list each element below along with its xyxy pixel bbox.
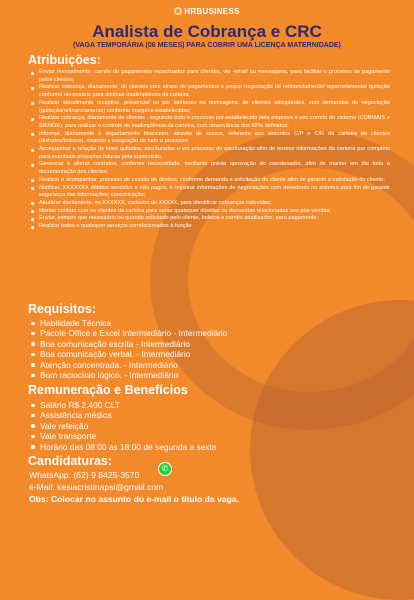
list-item: Atenção concentrada. - Intermediário (28, 360, 358, 370)
obs-note-wrapper (29, 494, 239, 504)
list-item: Vale transporte (28, 431, 358, 441)
list-item: Habilidade Técnica (28, 318, 358, 328)
whatsapp-icon: ✆ (158, 462, 172, 476)
list-item: Boa comunicação escrita - Intermediário (28, 339, 358, 349)
list-item: Realizar cobrança, diariamente, de clientes com atraso de pagamentos e propor negociação de refinanciamento/ reparcelamento/ quitação conforme necessário para diminuir inadimplência da carteira; (30, 84, 390, 99)
list-item: Salário R$ 2.400 CLT (28, 400, 358, 410)
list-item: Acompanhar a relação de lotes quitados, escriturados e em processo de escrituração afim de termos informações da carteira por completo para eventuais projeções futuras pela supervisão; (30, 146, 390, 161)
list-item: Realizar atendimento receptivo, presencial ou por telefones ou mensagens, de clientes adimplentes, com demandas de negociação (quitação/refinanciamento) conforme margens estabelecidas; (30, 100, 390, 115)
section-heading-candidaturas: Candidaturas: (28, 454, 113, 468)
list-item: Boa comunicação verbal. - Intermediário (28, 349, 358, 359)
list-item: Realizar todos e quaisquer serviços correlacionados à função (30, 223, 390, 231)
list-item: Informar, diariamente o departamento financeiro, através de xxxxxx, referente aos assuntos C/P e C/R da carteira de clientes (distratos/boletos), visando a integração de todo o processo; (30, 131, 390, 146)
requisitos-list (28, 318, 358, 380)
section-heading-requisitos: Requisitos: (28, 302, 97, 316)
section-heading-remuneracao: Remuneração e Benefícios (28, 383, 188, 397)
section-heading-atribuicoes: Atribuições: (28, 53, 101, 67)
list-item: Realizar e acompanhar, processo de cessão de direitos, conforme demanda e solicitação do cliente afim de garantir a satisfação do cliente; (30, 177, 390, 185)
list-item: Manter contato com os clientes da carteira para sanar quaisquer dúvidas ou demandas relacionadas aos pós-vendas; (30, 208, 390, 216)
list-item: Assistência médica (28, 410, 358, 420)
email-contact: e-Mail: kesiacristinapsi@gmail.com (29, 482, 164, 492)
page-title: Analista de Cobrança e CRC (92, 22, 322, 41)
hr-logo-icon (174, 7, 182, 15)
list-item: Atualizar diariamente, no XXXXXX, cadastro de XXXXX, para identificar cobranças indevidas; (30, 200, 390, 208)
obs-note: Obs: Colocar no assunto do e-mail o título da vaga. (29, 494, 240, 504)
list-item: Vale refeição (28, 421, 358, 431)
whatsapp-contact: WhatsApp: (62) 9 8425-3570 (29, 470, 140, 480)
list-item: Bom raciocínio lógico. - Intermediário (28, 370, 358, 380)
remuneracao-list (28, 400, 358, 452)
atribuicoes-list (30, 69, 390, 231)
list-item: Realizar cobrança, diariamente de clientes , seguindo todo o processo pré-estabelecido pela empresa e uso correto do sistema (CDBMAIS + SIENGE), para realizar o controle de inadimplência da carteira, com observância dos KPIs definidos; (30, 115, 390, 130)
list-item: Enviar mensalmente, carnês de pagamentos repactuados para clientes, via -email ou mensagens, para facilitar o processo de pagamento pelos clientes; (30, 69, 390, 84)
page-subtitle: (VAGA TEMPORÁRIA (06 MESES) PARA COBRIR UMA LICENÇA MATERNIDADE) (73, 42, 341, 49)
brand-name: HRBUSINESS (184, 7, 240, 16)
list-item: Notificar, XXXXXXX débitos vencidos e não pagos, e registrar informações de negociações com devedores no sistema para fim de garantir segurança das informações; comunicação; (30, 185, 390, 200)
list-item: Horário das 08:00 as 18:00 de segunda a sexta (28, 442, 358, 452)
list-item: Pacote Office e Excel Intermediário - Intermediário (28, 328, 358, 338)
brand-logo (0, 7, 414, 16)
list-item: Enviar, sempre que necessário ou quando solicitado pelo cliente, boletos e carnês atualizados, para pagamento ; (30, 215, 390, 223)
list-item: Gerenciar e alterar contratos, conforme necessidade, mediante prévia aprovação do coordenador, afim de manter em dia toda a documentação dos clientes; (30, 161, 390, 176)
